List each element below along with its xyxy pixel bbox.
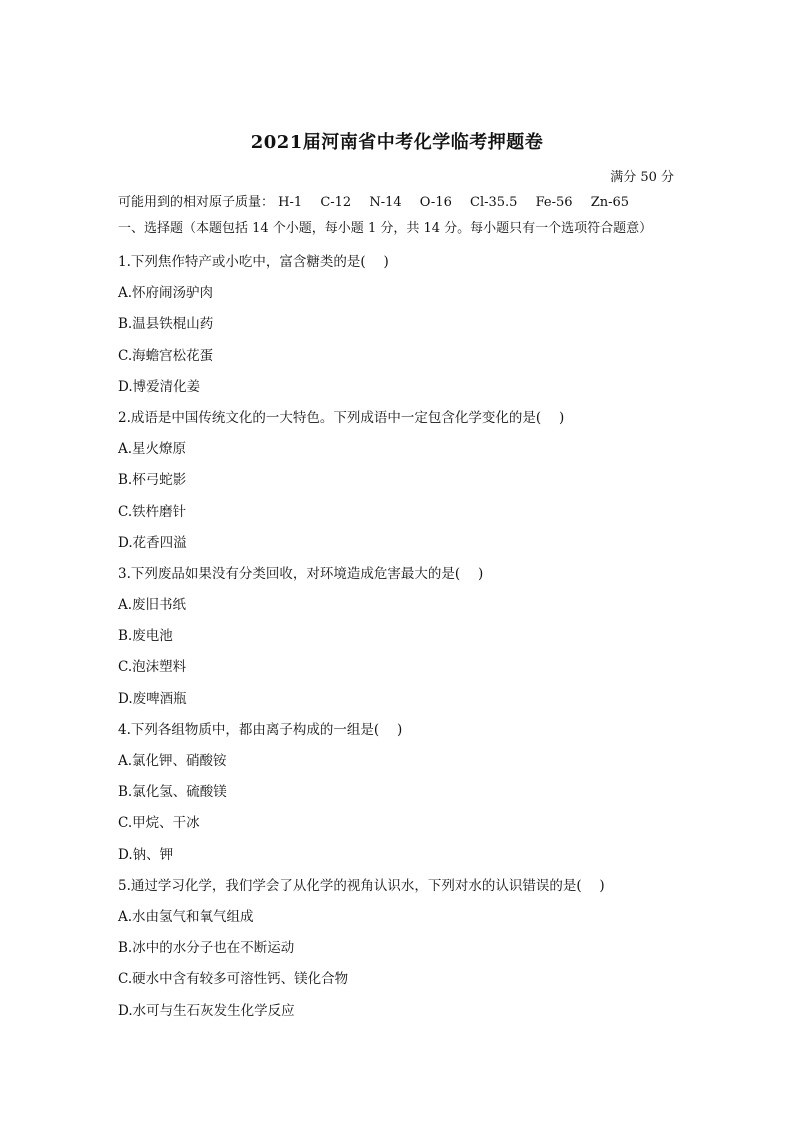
option-a: A.废旧书纸 <box>118 597 187 614</box>
full-score: 满分 50 分 <box>610 170 674 185</box>
option-d: D.钠、钾 <box>118 846 174 863</box>
atomic-mass: N-14 <box>369 195 402 210</box>
option-a: A.氯化钾、硝酸铵 <box>118 753 227 769</box>
atomic-masses-label: 可能用到的相对原子质量： <box>118 195 275 210</box>
question-stem: 3.下列废品如果没有分类回收，对环境造成危害最大的是( ) <box>118 565 484 582</box>
option-d: D.水可与生石灰发生化学反应 <box>118 1002 295 1019</box>
option-b: B.废电池 <box>118 628 173 645</box>
option-b: B.氯化氢、硫酸镁 <box>118 784 227 801</box>
section-title: 一、选择题（本题包括 14 个小题，每小题 1 分，共 14 分。每小题只有一个选项符合题意） <box>118 221 653 236</box>
page-title: 2021届河南省中考化学临考押题卷 <box>250 132 544 153</box>
option-c: C.铁杵磨针 <box>118 503 187 520</box>
question-list <box>118 252 688 1032</box>
atomic-mass: Cl-35.5 <box>470 195 518 210</box>
question-stem: 1.下列焦作特产或小吃中，富含糖类的是( ) <box>118 254 389 270</box>
option-c: C.泡沫塑料 <box>118 659 187 676</box>
atomic-mass: C-12 <box>320 195 352 210</box>
option-a: A.水由氢气和氧气组成 <box>118 908 254 925</box>
atomic-mass: Zn-65 <box>590 195 630 210</box>
option-c: C.硬水中含有较多可溶性钙、镁化合物 <box>118 971 349 988</box>
question-stem: 2.成语是中国传统文化的一大特色。下列成语中一定包含化学变化的是( ) <box>118 409 565 426</box>
option-d: D.花香四溢 <box>118 534 187 551</box>
atomic-mass: Fe-56 <box>535 195 573 210</box>
atomic-masses-line <box>118 191 643 210</box>
option-a: A.星火燎原 <box>118 441 187 458</box>
option-d: D.废啤酒瓶 <box>118 690 187 707</box>
question-stem: 5.通过学习化学，我们学会了从化学的视角认识水，下列对水的认识错误的是( ) <box>118 877 605 894</box>
option-c: C.甲烷、干冰 <box>118 815 200 832</box>
option-b: B.杯弓蛇影 <box>118 472 187 489</box>
option-a: A.怀府闹汤驴肉 <box>118 285 214 302</box>
option-d: D.博爱清化姜 <box>118 378 201 395</box>
option-b: B.冰中的水分子也在不断运动 <box>118 940 295 957</box>
option-b: B.温县铁棍山药 <box>118 316 214 333</box>
atomic-mass: H-1 <box>278 195 303 210</box>
atomic-mass: O-16 <box>419 195 452 210</box>
question-stem: 4.下列各组物质中，都由离子构成的一组是( ) <box>118 721 403 738</box>
option-c: C.海蟾宫松花蛋 <box>118 347 214 364</box>
